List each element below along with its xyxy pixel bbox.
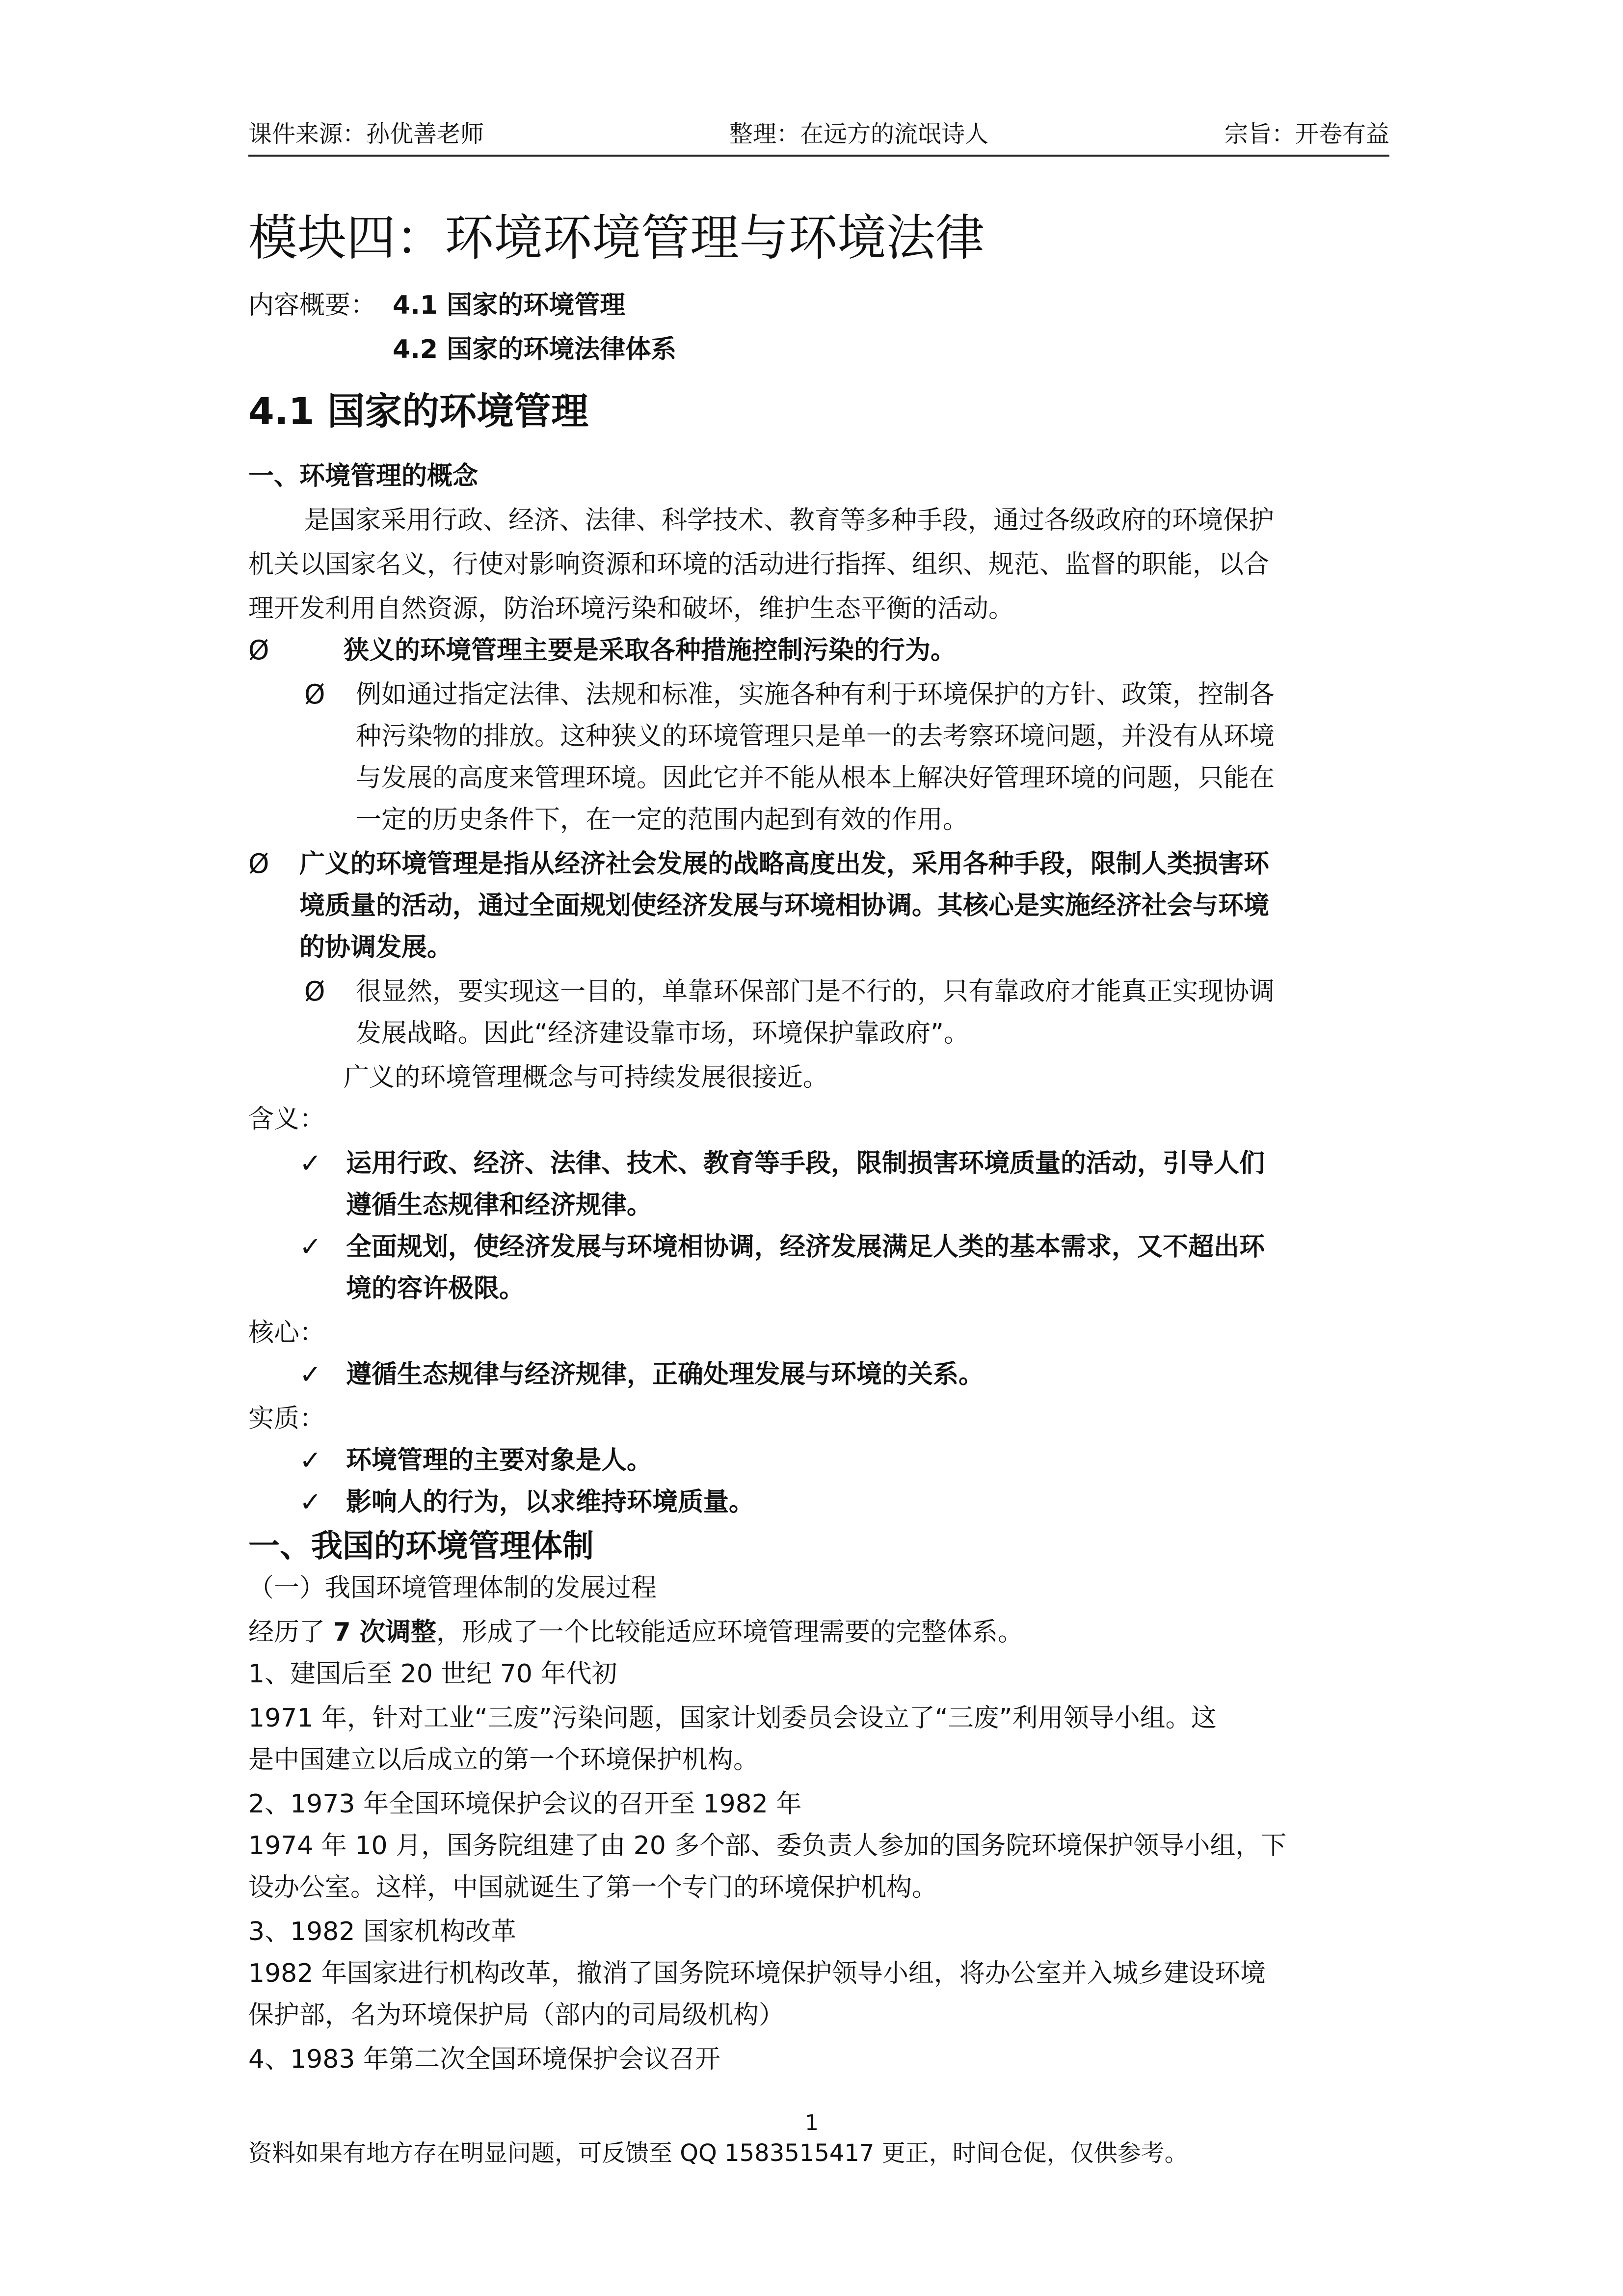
- broad-definition: 境质量的活动，通过全面规划使经济发展与环境相协调。其核心是实施经济社会与环境: [299, 891, 1270, 920]
- core-label: 核心：: [248, 1318, 325, 1348]
- bullet-icon: Ø: [248, 635, 269, 666]
- essence-item: 影响人的行为，以求维持环境质量。: [346, 1487, 755, 1517]
- checkmark-icon: ✓: [299, 1445, 322, 1476]
- page-title: 模块四：环境环境管理与环境法律: [248, 209, 984, 267]
- meaning-item: 运用行政、经济、法律、技术、教育等手段，限制损害环境质量的活动，引导人们: [346, 1149, 1265, 1178]
- essence-label: 实质：: [248, 1404, 325, 1433]
- narrow-definition: 狭义的环境管理主要是采取各种措施控制污染的行为。: [344, 636, 957, 665]
- broad-definition: 的协调发展。: [299, 933, 453, 962]
- stage-title: 1、建国后至 20 世纪 70 年代初: [248, 1659, 617, 1689]
- header-motto: 宗旨：开卷有益: [1224, 120, 1389, 148]
- checkmark-icon: ✓: [299, 1231, 322, 1262]
- broad-note: 广义的环境管理概念与可持续发展很接近。: [344, 1063, 829, 1092]
- narrow-detail: 与发展的高度来管理环境。因此它并不能从根本上解决好管理环境的问题，只能在: [356, 763, 1275, 793]
- core-item: 遵循生态规律与经济规律，正确处理发展与环境的关系。: [346, 1360, 984, 1389]
- bullet-icon: Ø: [248, 848, 269, 879]
- meaning-item: 境的容许极限。: [346, 1274, 525, 1303]
- meaning-item: 全面规划，使经济发展与环境相协调，经济发展满足人类的基本需求，又不超出环: [346, 1232, 1265, 1262]
- checkmark-icon: ✓: [299, 1486, 322, 1517]
- stage-text: 1971 年，针对工业“三废”污染问题，国家计划委员会设立了“三废”利用领导小组。这: [248, 1703, 1217, 1733]
- narrow-detail: 例如通过指定法律、法规和标准，实施各种有利于环境保护的方针、政策，控制各: [356, 680, 1275, 709]
- system-intro: 经历了 7 次调整，形成了一个比较能适应环境管理需要的完整体系。: [248, 1618, 1023, 1647]
- outline-label: 内容概要：: [248, 291, 376, 320]
- header-editor: 整理：在远方的流氓诗人: [729, 120, 989, 148]
- stage-text: 1982 年国家进行机构改革，撤消了国务院环境保护领导小组，将办公室并入城乡建设环境: [248, 1959, 1266, 1988]
- concept-heading: 一、环境管理的概念: [248, 461, 479, 491]
- section-heading: 4.1 国家的环境管理: [248, 389, 589, 433]
- stage-text: 设办公室。这样，中国就诞生了第一个专门的环境保护机构。: [248, 1873, 938, 1902]
- stage-text: 保护部，名为环境保护局（部内的司局级机构）: [248, 2000, 785, 2030]
- checkmark-icon: ✓: [299, 1148, 322, 1179]
- concept-paragraph: 是国家采用行政、经济、法律、科学技术、教育等多种手段，通过各级政府的环境保护: [304, 506, 1275, 535]
- essence-item: 环境管理的主要对象是人。: [346, 1446, 653, 1475]
- broad-detail: 很显然，要实现这一目的，单靠环保部门是不行的，只有靠政府才能真正实现协调: [356, 977, 1275, 1006]
- concept-paragraph: 机关以国家名义，行使对影响资源和环境的活动进行指挥、组织、规范、监督的职能，以合: [248, 550, 1270, 579]
- meaning-item: 遵循生态规律和经济规律。: [346, 1190, 653, 1220]
- outline-item: 4.2 国家的环境法律体系: [393, 335, 677, 364]
- concept-paragraph: 理开发利用自然资源，防治环境污染和破坏，维护生态平衡的活动。: [248, 594, 1014, 623]
- stage-text: 1974 年 10 月，国务院组建了由 20 多个部、委负责人参加的国务院环境保护领导小组，下: [248, 1831, 1287, 1861]
- stage-title: 4、1983 年第二次全国环境保护会议召开: [248, 2045, 720, 2074]
- meaning-label: 含义：: [248, 1105, 325, 1134]
- stage-title: 2、1973 年全国环境保护会议的召开至 1982 年: [248, 1789, 802, 1819]
- page-header: [248, 110, 1389, 157]
- system-heading: 一、我国的环境管理体制: [248, 1528, 594, 1565]
- stage-text: 是中国建立以后成立的第一个环境保护机构。: [248, 1745, 759, 1775]
- page-number: 1: [805, 2110, 819, 2135]
- narrow-detail: 一定的历史条件下，在一定的范围内起到有效的作用。: [356, 805, 969, 835]
- header-source: 课件来源：孙优善老师: [248, 120, 484, 148]
- stage-title: 3、1982 国家机构改革: [248, 1917, 516, 1946]
- broad-definition: 广义的环境管理是指从经济社会发展的战略高度出发，采用各种手段，限制人类损害环: [299, 849, 1270, 879]
- bullet-icon: Ø: [304, 679, 325, 710]
- footer-note: 资料如果有地方存在明显问题，可反馈至 QQ 1583515417 更正，时间仓促，仅供参考。: [248, 2139, 1188, 2167]
- narrow-detail: 种污染物的排放。这种狭义的环境管理只是单一的去考察环境问题，并没有从环境: [356, 722, 1275, 751]
- outline-item: 4.1 国家的环境管理: [393, 291, 626, 320]
- system-subheading: （一）我国环境管理体制的发展过程: [248, 1573, 657, 1603]
- checkmark-icon: ✓: [299, 1359, 322, 1390]
- broad-detail: 发展战略。因此“经济建设靠市场，环境保护靠政府”。: [356, 1019, 969, 1048]
- bullet-icon: Ø: [304, 976, 325, 1007]
